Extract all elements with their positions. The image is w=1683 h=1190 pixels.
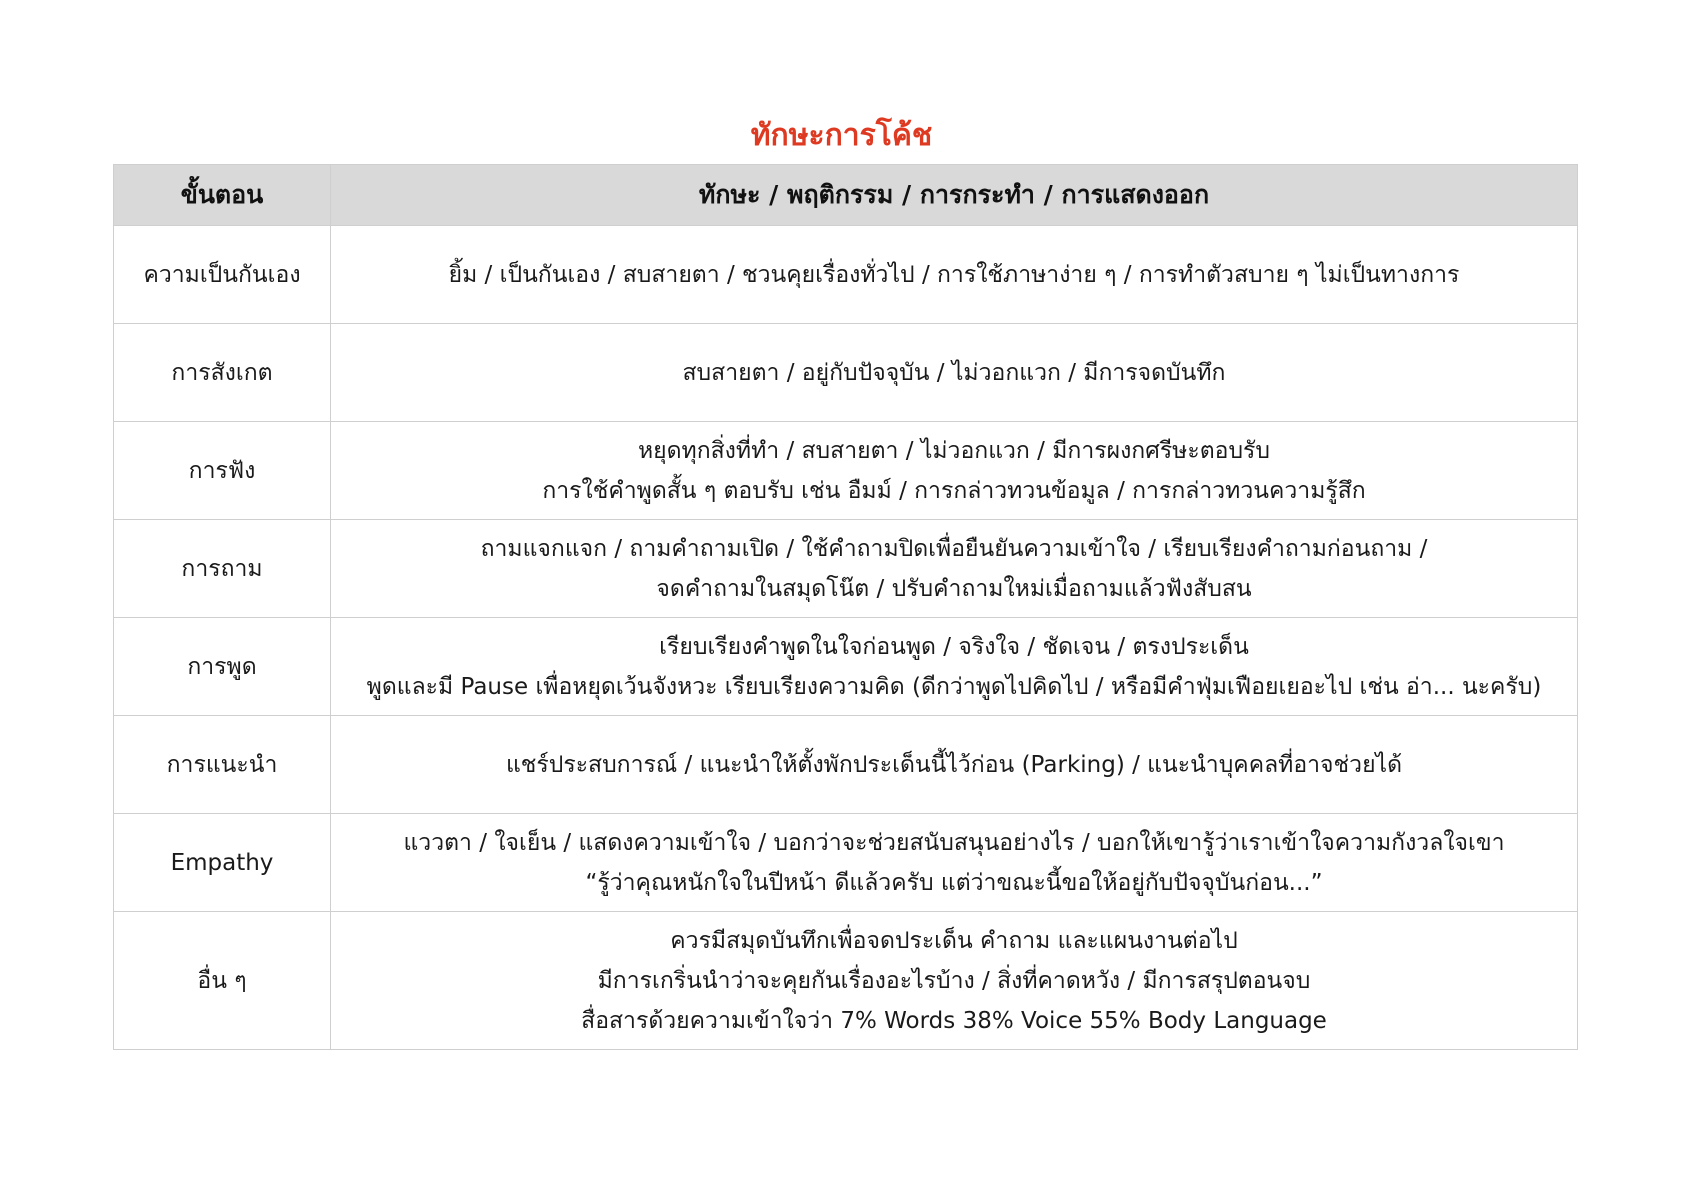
coaching-skills-table bbox=[113, 164, 1578, 1050]
skill-line: สื่อสารด้วยความเข้าใจว่า 7% Words 38% Voice 55% Body Language bbox=[581, 1007, 1327, 1034]
step-cell: ความเป็นกันเอง bbox=[114, 226, 331, 324]
page-title: ทักษะการโค้ช bbox=[750, 118, 933, 153]
skills-cell bbox=[331, 226, 1578, 324]
table-header-row bbox=[114, 165, 1578, 226]
table-row bbox=[114, 912, 1578, 1050]
header-skills: ทักษะ / พฤติกรรม / การกระทำ / การแสดงออก bbox=[331, 165, 1578, 226]
skill-line: หยุดทุกสิ่งที่ทำ / สบสายตา / ไม่วอกแวก / มีการผงกศรีษะตอบรับ bbox=[637, 437, 1270, 464]
table-row bbox=[114, 716, 1578, 814]
table-row bbox=[114, 814, 1578, 912]
skills-cell bbox=[331, 324, 1578, 422]
step-cell: การแนะนำ bbox=[114, 716, 331, 814]
table-row bbox=[114, 324, 1578, 422]
skill-line: แชร์ประสบการณ์ / แนะนำให้ตั้งพักประเด็นนี้ไว้ก่อน (Parking) / แนะนำบุคคลที่อาจช่วยได้ bbox=[505, 751, 1403, 778]
skill-line: แววตา / ใจเย็น / แสดงความเข้าใจ / บอกว่าจะช่วยสนับสนุนอย่างไร / บอกให้เขารู้ว่าเราเข้าใจความกังวลใจเขา bbox=[403, 829, 1505, 856]
skills-cell bbox=[331, 422, 1578, 520]
skill-line: มีการเกริ่นนำว่าจะคุยกันเรื่องอะไรบ้าง / สิ่งที่คาดหวัง / มีการสรุปตอนจบ bbox=[597, 967, 1311, 994]
skills-cell bbox=[331, 520, 1578, 618]
step-cell: การฟัง bbox=[114, 422, 331, 520]
skills-cell bbox=[331, 912, 1578, 1050]
step-cell: การสังเกต bbox=[114, 324, 331, 422]
header-step: ขั้นตอน bbox=[114, 165, 331, 226]
skill-line: พูดและมี Pause เพื่อหยุดเว้นจังหวะ เรียบเรียงความคิด (ดีกว่าพูดไปคิดไป / หรือมีคำฟุ่มเฟือยเยอะไป เช่น อ่า... นะครับ) bbox=[366, 673, 1542, 700]
skill-line: ถามแจกแจก / ถามคำถามเปิด / ใช้คำถามปิดเพื่อยืนยันความเข้าใจ / เรียบเรียงคำถามก่อนถาม / bbox=[480, 535, 1428, 562]
skill-line: “รู้ว่าคุณหนักใจในปีหน้า ดีแล้วครับ แต่ว่าขณะนี้ขอให้อยู่กับปัจจุบันก่อน...” bbox=[585, 869, 1323, 896]
skill-line: สบสายตา / อยู่กับปัจจุบัน / ไม่วอกแวก / มีการจดบันทึก bbox=[682, 359, 1226, 386]
skills-cell bbox=[331, 716, 1578, 814]
step-cell: การถาม bbox=[114, 520, 331, 618]
skill-line: จดคำถามในสมุดโน๊ต / ปรับคำถามใหม่เมื่อถามแล้วฟังสับสน bbox=[656, 575, 1252, 602]
table-row bbox=[114, 422, 1578, 520]
skills-cell bbox=[331, 814, 1578, 912]
skill-line: ยิ้ม / เป็นกันเอง / สบสายตา / ชวนคุยเรื่องทั่วไป / การใช้ภาษาง่าย ๆ / การทำตัวสบาย ๆ ไม่เป็นทางการ bbox=[448, 261, 1460, 288]
table-row bbox=[114, 520, 1578, 618]
skills-cell bbox=[331, 618, 1578, 716]
skill-line: เรียบเรียงคำพูดในใจก่อนพูด / จริงใจ / ชัดเจน / ตรงประเด็น bbox=[659, 633, 1249, 660]
skill-line: ควรมีสมุดบันทึกเพื่อจดประเด็น คำถาม และแผนงานต่อไป bbox=[670, 927, 1238, 954]
table-row bbox=[114, 618, 1578, 716]
table-row bbox=[114, 226, 1578, 324]
step-cell: การพูด bbox=[114, 618, 331, 716]
skill-line: การใช้คำพูดสั้น ๆ ตอบรับ เช่น อืมม์ / การกล่าวทวนข้อมูล / การกล่าวทวนความรู้สึก bbox=[542, 477, 1366, 504]
step-cell: อื่น ๆ bbox=[114, 912, 331, 1050]
step-cell: Empathy bbox=[114, 814, 331, 912]
